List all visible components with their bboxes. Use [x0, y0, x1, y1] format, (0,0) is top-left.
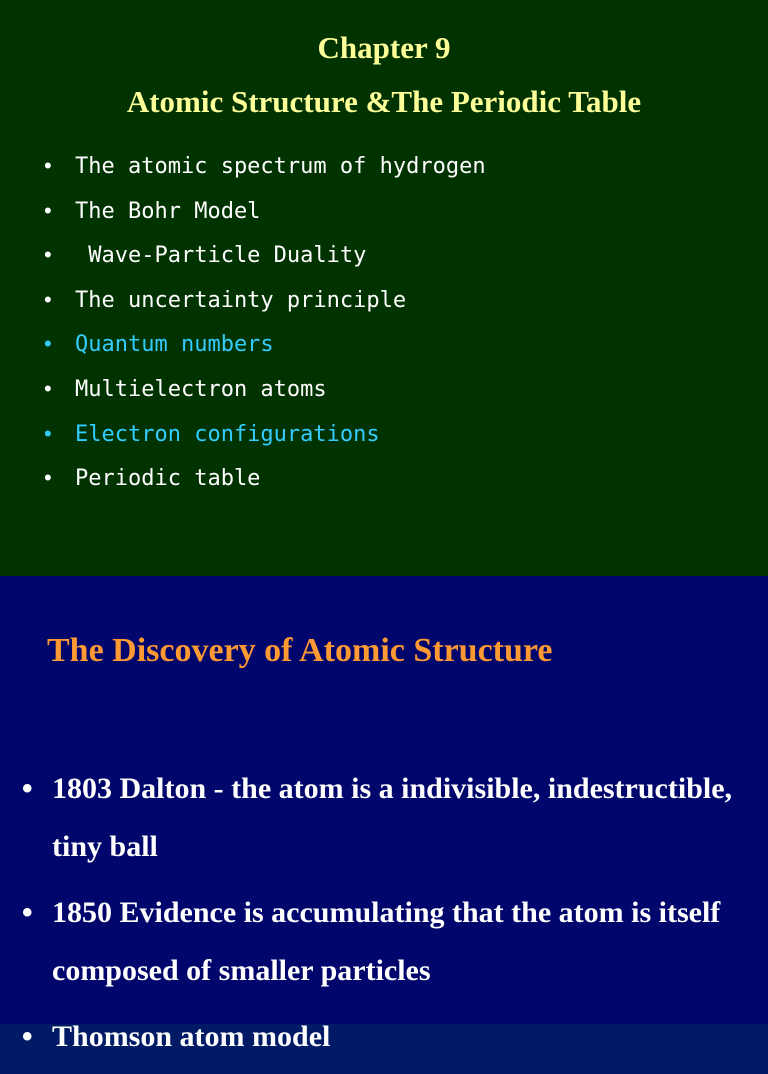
- fact-item-dalton: [22, 760, 742, 876]
- discovery-title: The Discovery of Atomic Structure: [47, 632, 553, 669]
- bullet-icon: •: [44, 465, 52, 491]
- bullet-icon: •: [44, 375, 52, 401]
- bullet-icon: •: [44, 331, 52, 357]
- fact-text: 1803 Dalton - the atom is a indivisible, indestructible, tiny ball: [52, 772, 733, 863]
- bullet-icon: •: [44, 197, 52, 223]
- bullet-icon: •: [44, 286, 52, 312]
- discovery-list: [22, 760, 742, 1074]
- topic-item-periodic-table: [44, 462, 486, 507]
- fact-text: Thomson atom model: [52, 1020, 331, 1053]
- fact-item-1850: [22, 884, 742, 1000]
- topic-list: [44, 150, 486, 507]
- topic-label: Periodic table: [75, 466, 261, 492]
- topic-label: Electron configurations: [75, 421, 380, 447]
- slide-title: Atomic Structure &The Periodic Table: [126, 84, 642, 119]
- topic-item-uncertainty: [44, 284, 486, 329]
- topic-item-atomic-spectrum: [44, 150, 486, 195]
- topic-item-multielectron: [44, 373, 486, 418]
- topic-label: The uncertainty principle: [75, 287, 407, 313]
- topic-label: Wave-Particle Duality: [75, 243, 367, 269]
- fact-item-thomson: [22, 1008, 742, 1066]
- topic-item-quantum-numbers: [44, 328, 486, 373]
- topic-label: Multielectron atoms: [75, 376, 327, 402]
- topic-item-wave-particle: [44, 239, 486, 284]
- bullet-icon: •: [44, 153, 52, 178]
- topic-label: The atomic spectrum of hydrogen: [75, 154, 486, 179]
- topic-item-bohr-model: [44, 195, 486, 240]
- chapter-title: Chapter 9: [317, 30, 451, 65]
- bullet-icon: •: [44, 420, 52, 446]
- slide-discovery: [0, 576, 768, 1053]
- topic-label: Quantum numbers: [75, 332, 274, 358]
- topic-item-electron-configurations: [44, 418, 486, 463]
- topic-label: The Bohr Model: [75, 198, 261, 224]
- bullet-icon: •: [22, 1020, 33, 1053]
- bullet-icon: •: [44, 242, 52, 268]
- bullet-icon: •: [22, 896, 33, 929]
- bullet-icon: •: [22, 772, 33, 805]
- fact-text: 1850 Evidence is accumulating that the atom is itself composed of smaller particles: [52, 896, 721, 987]
